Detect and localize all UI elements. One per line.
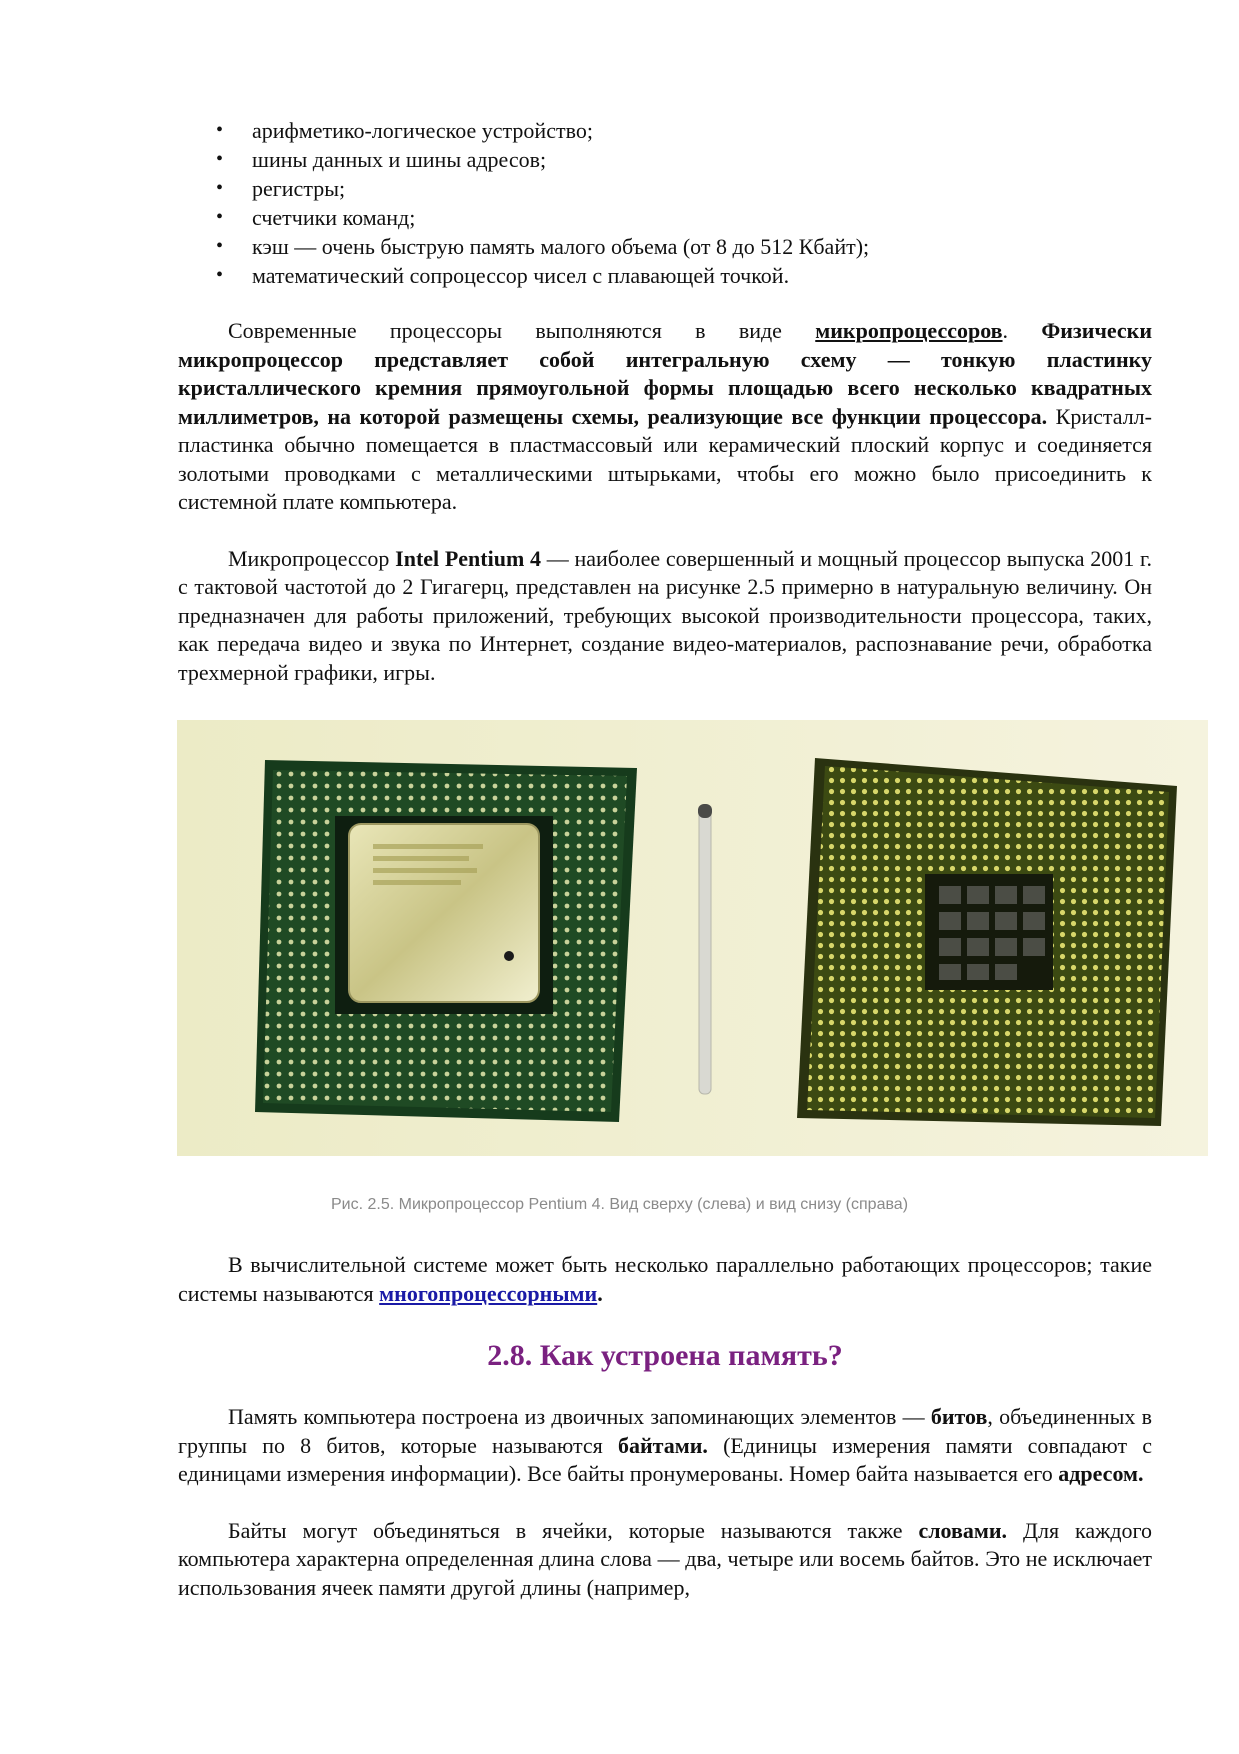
cpu-components-list bbox=[178, 116, 1152, 290]
list-item: • счетчики команд; bbox=[178, 203, 1152, 232]
document-body bbox=[178, 116, 1152, 687]
bold-definition: Физически микропроцессор представляет собой интегральную схему — тонкую пластинку кристаллического кремния прямоугольной формы площадью всего несколько квадратных миллиметров, на которой размещены схемы, реализующие все функции процессора. bbox=[178, 318, 1153, 429]
paragraph-words: Байты могут объединяться в ячейки, которые называются также словами. Для каждого компьютера характерна определенная длина слова — два, четыре или восемь байтов. Это не исключает использования ячеек памяти другой длины (например, bbox=[178, 1517, 1153, 1600]
figure-caption: Рис. 2.5. Микропроцессор Pentium 4. Вид сверху (слева) и вид снизу (справа) bbox=[330, 1196, 909, 1213]
term-bytes: байтами. bbox=[617, 1432, 708, 1458]
processor-photo-image bbox=[177, 720, 1208, 1156]
paragraph-memory: Память компьютера построена из двоичных запоминающих элементов — битов, объединенных в группы по 8 битов, которые называются байтами. (Единицы измерения памяти совпадают с единицами измерения информации). Все байты пронумерованы. Номер байта называется его адресом. bbox=[178, 1404, 1153, 1486]
term-address: адресом. bbox=[1058, 1461, 1144, 1486]
term-intel-pentium-4: Intel Pentium 4 bbox=[395, 545, 542, 571]
list-item: • арифметико-логическое устройство; bbox=[178, 116, 1152, 145]
list-item: • математический сопроцессор чисел с плавающей точкой. bbox=[178, 261, 1152, 290]
list-item: • регистры; bbox=[178, 174, 1152, 203]
document-body-continued bbox=[178, 1251, 1152, 1602]
term-words: словами. bbox=[918, 1517, 1008, 1543]
list-item: • кэш — очень быструю память малого объема (от 8 до 512 Кбайт); bbox=[178, 232, 1152, 261]
list-item: • шины данных и шины адресов; bbox=[178, 145, 1152, 174]
term-microprocessors: микропроцессоров bbox=[815, 318, 1003, 343]
section-heading: 2.8. Как устроена память? bbox=[487, 1339, 843, 1372]
paragraph-pentium4: Микропроцессор Intel Pentium 4 — наиболее совершенный и мощный процессор выпуска 2001 г. с тактовой частотой до 2 Гигагерц, представлен на рисунке 2.5 примерно в натуральную величину. Он предназначен для работы приложений, требующих высокой производительности процессора, таких, как передача видео и звука по Интернет, создание видео-материалов, распознавание речи, обработка трехмерной графики, игры. bbox=[178, 545, 1152, 685]
paragraph-microprocessors: Современные процессоры выполняются в виде микропроцессоров. Физически микропроцессор представляет собой интегральную схему — тонкую пластинку кристаллического кремния прямоугольной формы площадью всего несколько квадратных миллиметров, на которой размещены схемы, реализующие все функции процессора. Кристалл-пластинка обычно помещается в пластмассовый или керамический плоский корпус и соединяется золотыми проводками с металлическими штырьками, чтобы его можно было присоединить к системной плате компьютера. bbox=[178, 318, 1153, 514]
figure-pentium4-photo bbox=[177, 720, 1208, 1156]
paragraph-multiprocessor: В вычислительной системе может быть несколько параллельно работающих процессоров; такие системы называются многопроцессорными. bbox=[178, 1252, 1152, 1306]
term-bits: битов bbox=[930, 1404, 988, 1429]
link-multiprocessor[interactable]: многопроцессорными bbox=[379, 1280, 598, 1306]
